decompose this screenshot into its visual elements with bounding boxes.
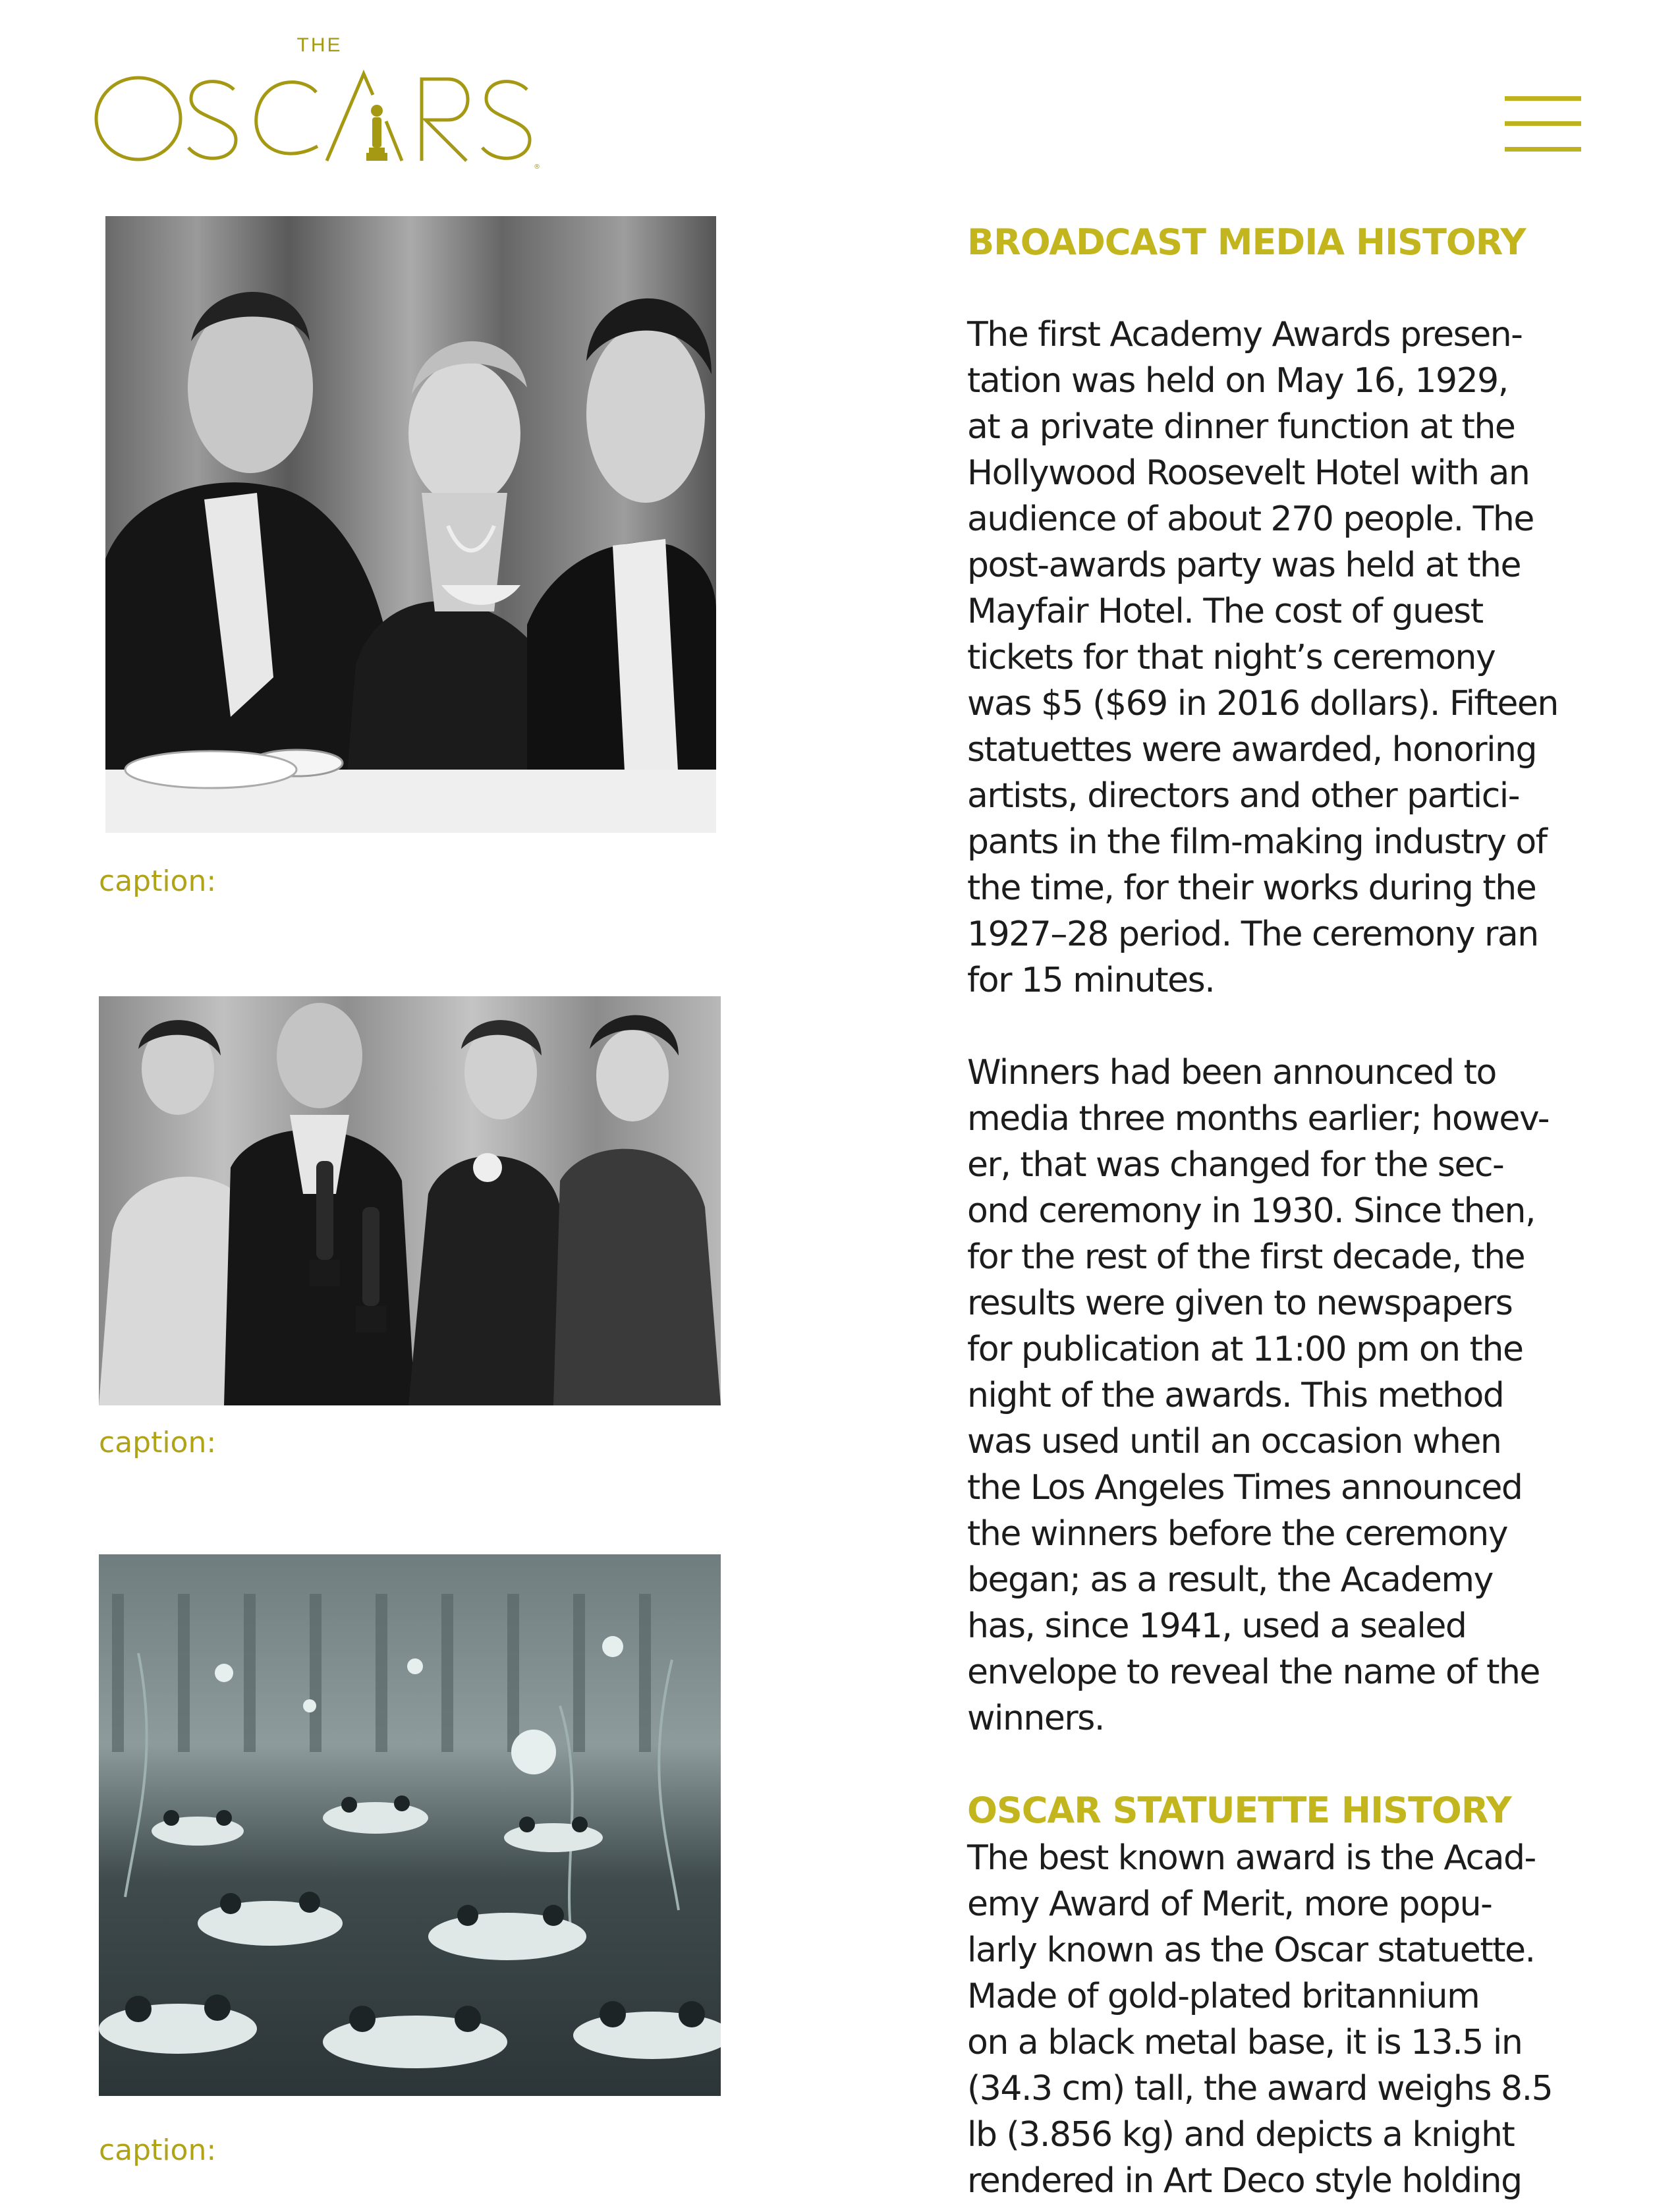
text-line: the winners before the ceremony [967,1514,1508,1554]
oscars-logo[interactable] [92,34,540,173]
logo-the-text: THE [296,34,343,56]
text-line: at a private dinner function at the [967,407,1515,447]
text-line: began; as a result, the Academy [967,1560,1493,1600]
text-line: post-awards party was held at the [967,546,1521,585]
text-line: pants in the film-making industry of [967,822,1547,862]
text-line: for 15 minutes. [967,961,1215,1000]
section-heading-broadcast: BROADCAST MEDIA HISTORY [967,221,1526,263]
text-line: The best known award is the Acad- [967,1838,1536,1878]
text-line: audience of about 270 people. The [967,499,1534,539]
photo-caption: caption: [99,1426,217,1459]
text-line: ond ceremony in 1930. Since then, [967,1191,1536,1231]
text-line: media three months earlier; howev- [967,1099,1549,1139]
oscars-wordmark [92,65,540,170]
text-line: envelope to reveal the name of the [967,1653,1540,1692]
text-line: tation was held on May 16, 1929, [967,361,1508,401]
statuette-paragraph [967,1835,1600,2204]
text-line: night of the awards. This method [967,1376,1504,1415]
text-line: tickets for that night’s ceremony [967,638,1496,677]
text-line: the Los Angeles Times announced [967,1468,1523,1508]
menu-bar [1505,147,1581,152]
photo-caption: caption: [99,2133,217,2167]
text-line: larly known as the Oscar statuette. [967,1931,1535,1970]
text-line: was used until an occasion when [967,1422,1501,1461]
text-line: 1927–28 period. The ceremony ran [967,915,1538,954]
text-line: (34.3 cm) tall, the award weighs 8.5 [967,2069,1553,2108]
text-line: on a black metal base, it is 13.5 in [967,2023,1523,2062]
text-line: The first Academy Awards presen- [967,315,1523,354]
text-line: artists, directors and other partici- [967,776,1519,816]
text-line: Mayfair Hotel. The cost of guest [967,592,1483,631]
text-line: er, that was changed for the sec- [967,1145,1504,1185]
text-line: was $5 ($69 in 2016 dollars). Fifteen [967,684,1558,723]
text-line: rendered in Art Deco style holding [967,2161,1522,2201]
text-line: winners. [967,1699,1104,1738]
photo-banquet-hall [99,1554,721,2096]
photo-dinner-trio [105,216,716,833]
photo-caption: caption: [99,864,217,898]
text-line: Winners had been announced to [967,1053,1496,1092]
broadcast-paragraph-1 [967,312,1600,1003]
text-line: for publication at 11:00 pm on the [967,1330,1523,1369]
broadcast-paragraph-2 [967,1050,1600,1741]
menu-bar [1505,96,1581,101]
section-heading-statuette: OSCAR STATUETTE HISTORY [967,1790,1511,1831]
menu-bar [1505,121,1581,126]
text-line: Hollywood Roosevelt Hotel with an [967,453,1530,493]
text-line: has, since 1941, used a sealed [967,1606,1467,1646]
text-line: statuettes were awarded, honoring [967,730,1536,770]
photo-statuette-winners [99,996,721,1405]
text-line: the time, for their works during the [967,868,1536,908]
text-line: emy Award of Merit, more popu- [967,1884,1492,1924]
text-line: for the rest of the first decade, the [967,1237,1525,1277]
svg-text:®: ® [534,163,540,170]
text-line: Made of gold-plated britannium [967,1977,1480,2016]
hamburger-menu-icon[interactable] [1505,96,1581,152]
text-line: results were given to newspapers [967,1284,1513,1323]
text-line: lb (3.856 kg) and depicts a knight [967,2115,1515,2155]
